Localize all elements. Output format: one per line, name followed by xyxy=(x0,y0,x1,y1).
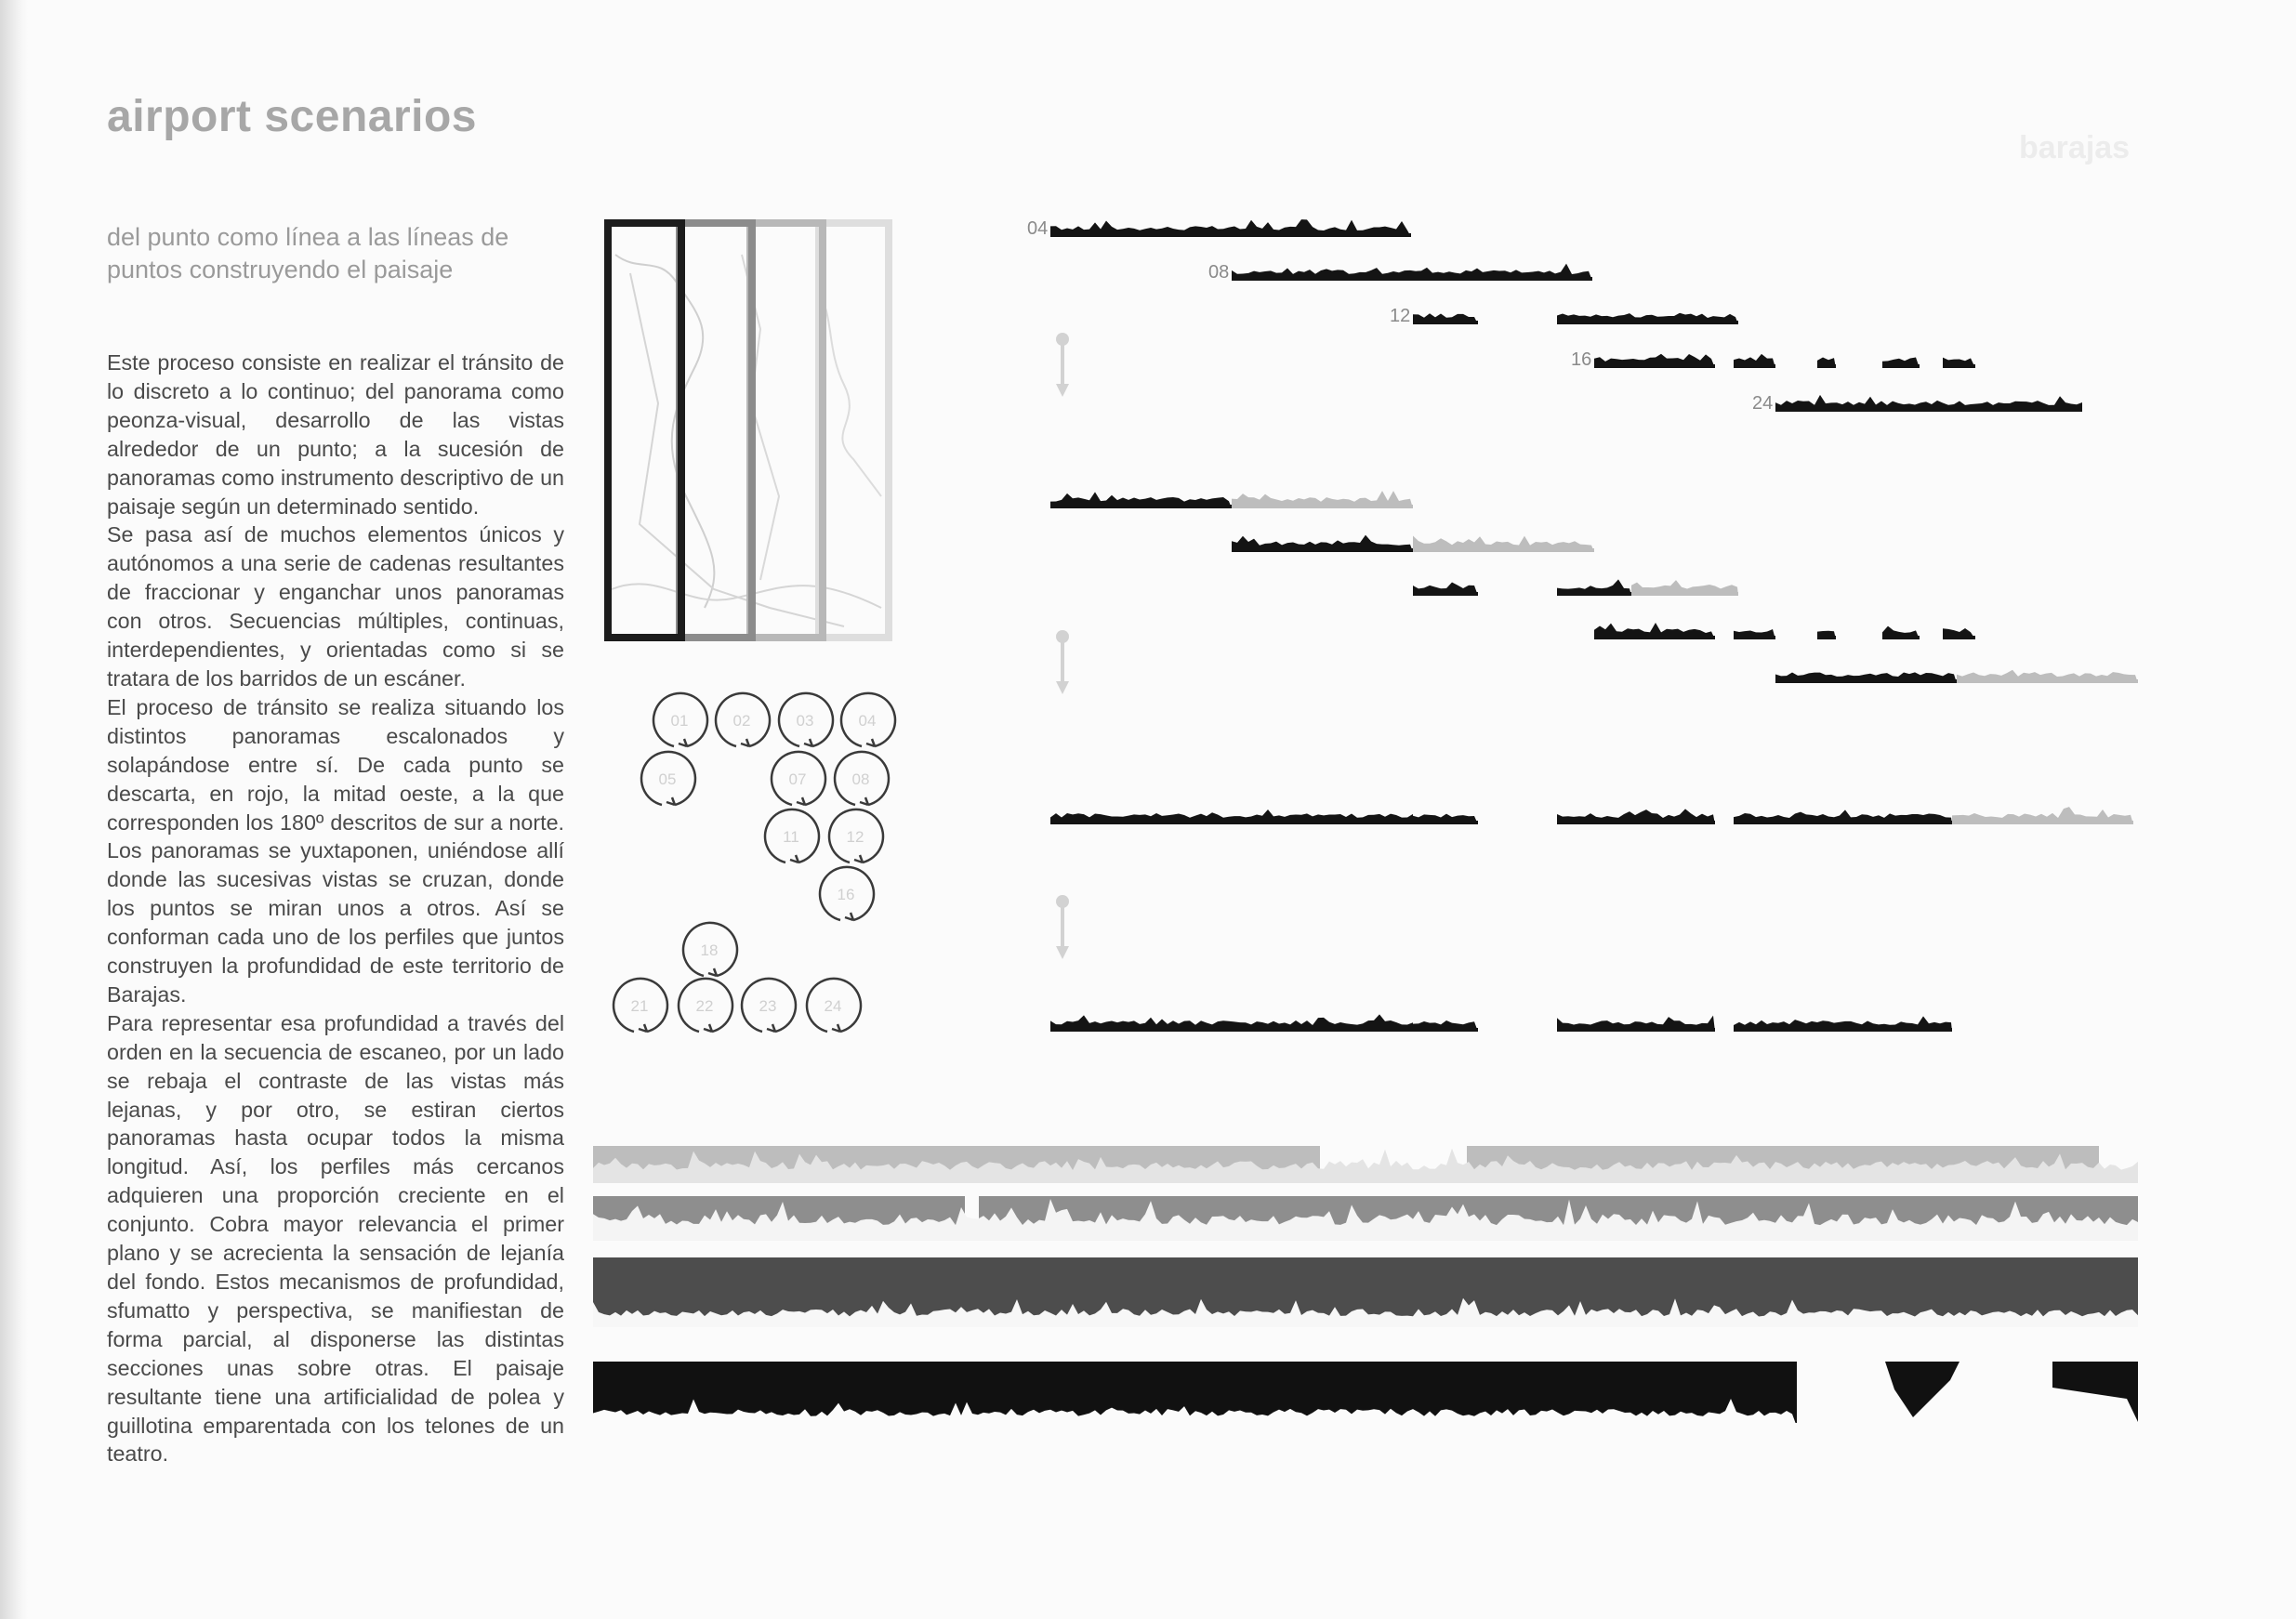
sequence-strip-segment-base xyxy=(1943,636,1975,639)
merged-strip-base xyxy=(1557,821,1715,824)
panorama-point-label: 23 xyxy=(759,997,777,1015)
panorama-point-21 xyxy=(614,979,667,1032)
sequence-label-12: 12 xyxy=(1390,306,1411,326)
panorama-point-label: 12 xyxy=(846,828,864,846)
merged-strip-base xyxy=(1557,1028,1715,1032)
sequence-strip-segment-base xyxy=(1734,636,1775,639)
panorama-point-01 xyxy=(653,693,707,746)
location-label: barajas xyxy=(2019,130,2131,165)
sequence-strip-segment-base xyxy=(1817,364,1836,368)
sequence-label-16: 16 xyxy=(1571,349,1592,370)
panorama-point-label: 11 xyxy=(783,828,799,846)
panorama-point-12 xyxy=(829,810,883,862)
panorama-point-label: 21 xyxy=(630,997,649,1015)
panorama-point-05 xyxy=(641,752,695,805)
pano-layer-far-skyline-base xyxy=(593,1179,2138,1183)
panorama-point-04 xyxy=(841,693,895,746)
pano-layer-front-fragment xyxy=(2052,1362,2138,1422)
sequence-strip-near-base xyxy=(1413,592,1478,596)
page-title: airport scenarios xyxy=(107,92,477,141)
sequence-strip-far-base xyxy=(1957,679,2138,683)
panorama-point-23 xyxy=(742,979,796,1032)
page-gutter-shadow xyxy=(0,0,28,1619)
panorama-point-16 xyxy=(820,867,874,920)
merged-strip-base xyxy=(1413,1028,1478,1032)
down-arrow-icon xyxy=(1056,333,1069,397)
panorama-point-08 xyxy=(835,752,889,805)
sequence-strip-near-base xyxy=(1594,636,1715,639)
down-arrow-icon xyxy=(1056,630,1069,694)
sequence-strip-segment-base xyxy=(1882,364,1920,368)
sequence-strip-near-base xyxy=(1775,679,1957,683)
sequence-strip-base xyxy=(1775,408,2082,412)
sequence-label-04: 04 xyxy=(1027,218,1049,239)
sequence-label-08: 08 xyxy=(1208,262,1230,283)
scan-bands-map xyxy=(602,217,895,643)
sequence-strip-base xyxy=(1232,277,1592,281)
panorama-point-label: 02 xyxy=(732,712,751,730)
panorama-point-18 xyxy=(683,923,737,976)
sequence-strip-far-base xyxy=(1413,548,1594,552)
merged-strip-base xyxy=(1734,1028,1952,1032)
merged-strip-far-base xyxy=(1952,821,2133,824)
pano-layer-front-skyline-base xyxy=(593,1423,1797,1427)
sequence-strip-base xyxy=(1413,321,1478,324)
sequence-strip-segment-base xyxy=(1734,364,1775,368)
panorama-point-02 xyxy=(716,693,770,746)
body-paragraphs: Este proceso consiste en realizar el tránsito de lo discreto a lo continuo; del panorama como peonza-visual, desarrollo de las vistas alrededor de un punto; a la sucesión de panoramas como instrumento descriptivo de un paisaje según un determinado sentido. Se pasa así de muchos elementos únicos y autónomos a una serie de cadenas resultantes de fraccionar y enganchar unos panoramas con otros. Secuencias múltiples, continuas, interdependientes, y orientadas como si se tratara de los barridos de un escáner. El proceso de tránsito se realiza situando los distintos panoramas escalonados y solapándose entre sí. De cada punto se descarta, en rojo, la mitad oeste, a la que corresponden los 180º descritos de sur a norte. Los panoramas se yuxtaponen, uniéndose allí donde las sucesivas vistas se cruzan, donde los puntos se miran unos a otros. Así se conforman cada uno de los perfiles que juntos construyen la profundidad de este territorio de Barajas. Para representar esa profundidad a través del orden en la secuencia de escaneo, por un lado se rebaja el contraste de las vistas más lejanas, y por otro, se estiran ciertos panoramas hasta ocupar todos la misma longitud. Así, los perfiles más cercanos adquieren una proporción creciente en el conjunto. Cobra mayor relevancia el primer plano y se acrecienta la sensación de lejanía del fondo. Estos mecanismos de profundidad, sfumatto y perspectiva, se manifiestan de forma parcial, al disponerse las distintas secciones unas sobre otras. El paisaje resultante tiene una artificialidad de polea y guillotina emparentada con los telones de un teatro. xyxy=(107,350,564,1467)
down-arrow-icon xyxy=(1056,895,1069,959)
merged-strip-base xyxy=(1050,1028,1413,1032)
panorama-point-label: 24 xyxy=(824,997,842,1015)
section-subtitle: del punto como línea a las líneas de puntos construyendo el paisaje xyxy=(107,223,509,283)
pano-layer-front-fragment xyxy=(1885,1362,1960,1417)
panorama-point-label: 04 xyxy=(858,712,877,730)
merged-strip-base xyxy=(1050,821,1413,824)
merged-strip-base xyxy=(1734,821,1952,824)
pano-layer-mid-skyline-base xyxy=(593,1237,2138,1241)
panorama-point-label: 01 xyxy=(670,712,689,730)
merged-strip-base xyxy=(1413,821,1478,824)
sequence-strip-segment-base xyxy=(1882,636,1920,639)
sequence-strip-segment-base xyxy=(1557,321,1738,324)
sequence-strip-segment-base xyxy=(1557,592,1631,596)
panorama-point-label: 22 xyxy=(695,997,714,1015)
panorama-point-label: 07 xyxy=(788,770,807,788)
panorama-point-03 xyxy=(779,693,833,746)
sequence-strip-base xyxy=(1050,233,1411,237)
sequence-label-24: 24 xyxy=(1752,393,1774,414)
composite-panorama xyxy=(593,1139,2138,1427)
panorama-point-label: 16 xyxy=(837,886,855,903)
panorama-point-label: 03 xyxy=(796,712,814,730)
panorama-point-07 xyxy=(772,752,825,805)
panorama-point-label: 18 xyxy=(700,941,719,959)
sequence-strip-far-base xyxy=(1232,505,1413,508)
sequence-strip-base xyxy=(1594,364,1715,368)
sequence-strip-segment-base xyxy=(1943,364,1975,368)
pano-layer-near-skyline-base xyxy=(593,1323,2138,1327)
panorama-point-11 xyxy=(765,810,819,862)
panorama-point-22 xyxy=(679,979,732,1032)
panorama-point-label: 08 xyxy=(851,770,870,788)
panorama-point-label: 05 xyxy=(658,770,677,788)
panorama-point-diagram xyxy=(602,678,909,1050)
sequence-strip-segment-far-base xyxy=(1631,592,1738,596)
sequence-strip-near-base xyxy=(1232,548,1413,552)
panorama-sequences xyxy=(1013,209,2147,1046)
panorama-point-24 xyxy=(807,979,861,1032)
sequence-strip-near-base xyxy=(1050,505,1232,508)
sequence-strip-segment-base xyxy=(1817,636,1836,639)
